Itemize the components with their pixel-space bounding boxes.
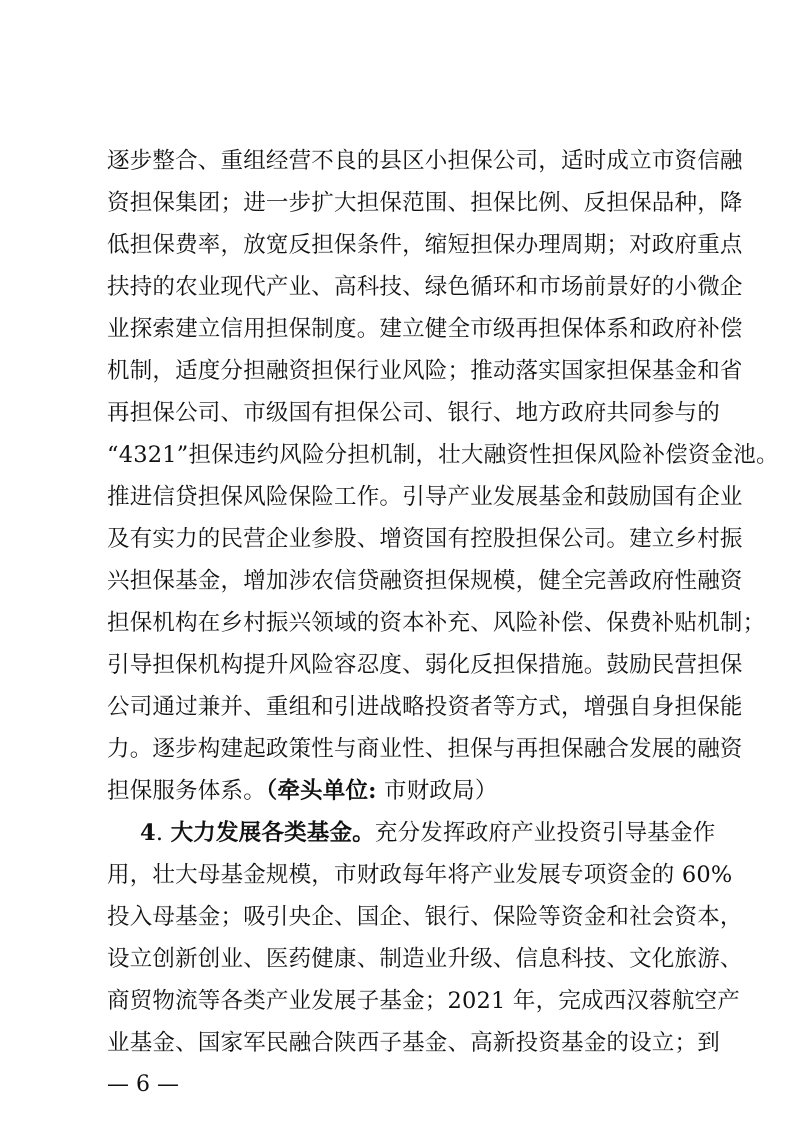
body-text-line: 机制，适度分担融资担保行业风险；推动落实国家担保基金和省 <box>107 358 743 384</box>
body-text-line: 业基金、国家军民融合陕西子基金、高新投资基金的设立；到 <box>107 1030 720 1056</box>
body-text-line: 资担保集团；进一步扩大担保范围、担保比例、反担保品种，降 <box>107 190 743 216</box>
section-number-dot: . <box>155 820 171 846</box>
body-text-line: 用，壮大母基金规模，市财政每年将产业发展专项资金的 60% <box>107 862 733 888</box>
section-heading: 大力发展各类基金。 <box>170 820 375 846</box>
body-text-line: 设立创新创业、医药健康、制造业升级、信息科技、文化旅游、 <box>107 946 743 972</box>
body-text-line: 再担保公司、市级国有担保公司、银行、地方政府共同参与的 <box>107 400 720 426</box>
body-text-line: 公司通过兼并、重组和引进战略投资者等方式，增强自身担保能 <box>107 694 743 720</box>
body-text: 担保服务体系。 <box>107 778 266 804</box>
lead-unit-label: （牵头单位: <box>265 778 377 804</box>
body-text-line: 兴担保基金，增加涉农信贷融资担保规模，健全完善政府性融资 <box>107 568 743 594</box>
body-text-line: 力。逐步构建起政策性与商业性、担保与再担保融合发展的融资 <box>107 736 743 762</box>
body-text-line: 担保机构在乡村振兴领域的资本补充、风险补偿、保费补贴机制； <box>107 610 766 636</box>
body-text-line: 业探索建立信用担保制度。建立健全市级再担保体系和政府补偿 <box>107 316 743 342</box>
paragraph-end-line <box>107 775 693 807</box>
section-heading-line <box>140 817 716 849</box>
body-text-line: 推进信贷担保风险保险工作。引导产业发展基金和鼓励国有企业 <box>107 484 743 510</box>
page-number: — 6 — <box>107 1072 179 1097</box>
body-text-line: 及有实力的民营企业参股、增资国有控股担保公司。建立乡村振 <box>107 526 743 552</box>
body-text-line: 商贸物流等各类产业发展子基金；2021 年，完成西汉蓉航空产 <box>107 988 740 1014</box>
lead-unit-value: 市财政局） <box>376 778 498 804</box>
section-number: 4 <box>140 820 156 846</box>
body-text-line: 投入母基金；吸引央企、国企、银行、保险等资金和社会资本， <box>107 904 743 930</box>
body-text-line: 扶持的农业现代产业、高科技、绿色循环和市场前景好的小微企 <box>107 274 743 300</box>
body-text-line: 引导担保机构提升风险容忍度、弱化反担保措施。鼓励民营担保 <box>107 652 743 678</box>
body-text-line: 低担保费率，放宽反担保条件，缩短担保办理周期；对政府重点 <box>107 232 743 258</box>
body-text: 充分发挥政府产业投资引导基金作 <box>374 820 716 846</box>
body-text-line: 逐步整合、重组经营不良的县区小担保公司，适时成立市资信融 <box>107 148 743 174</box>
body-text-line: “4321”担保违约风险分担机制，壮大融资性担保风险补偿资金池。 <box>107 442 779 468</box>
